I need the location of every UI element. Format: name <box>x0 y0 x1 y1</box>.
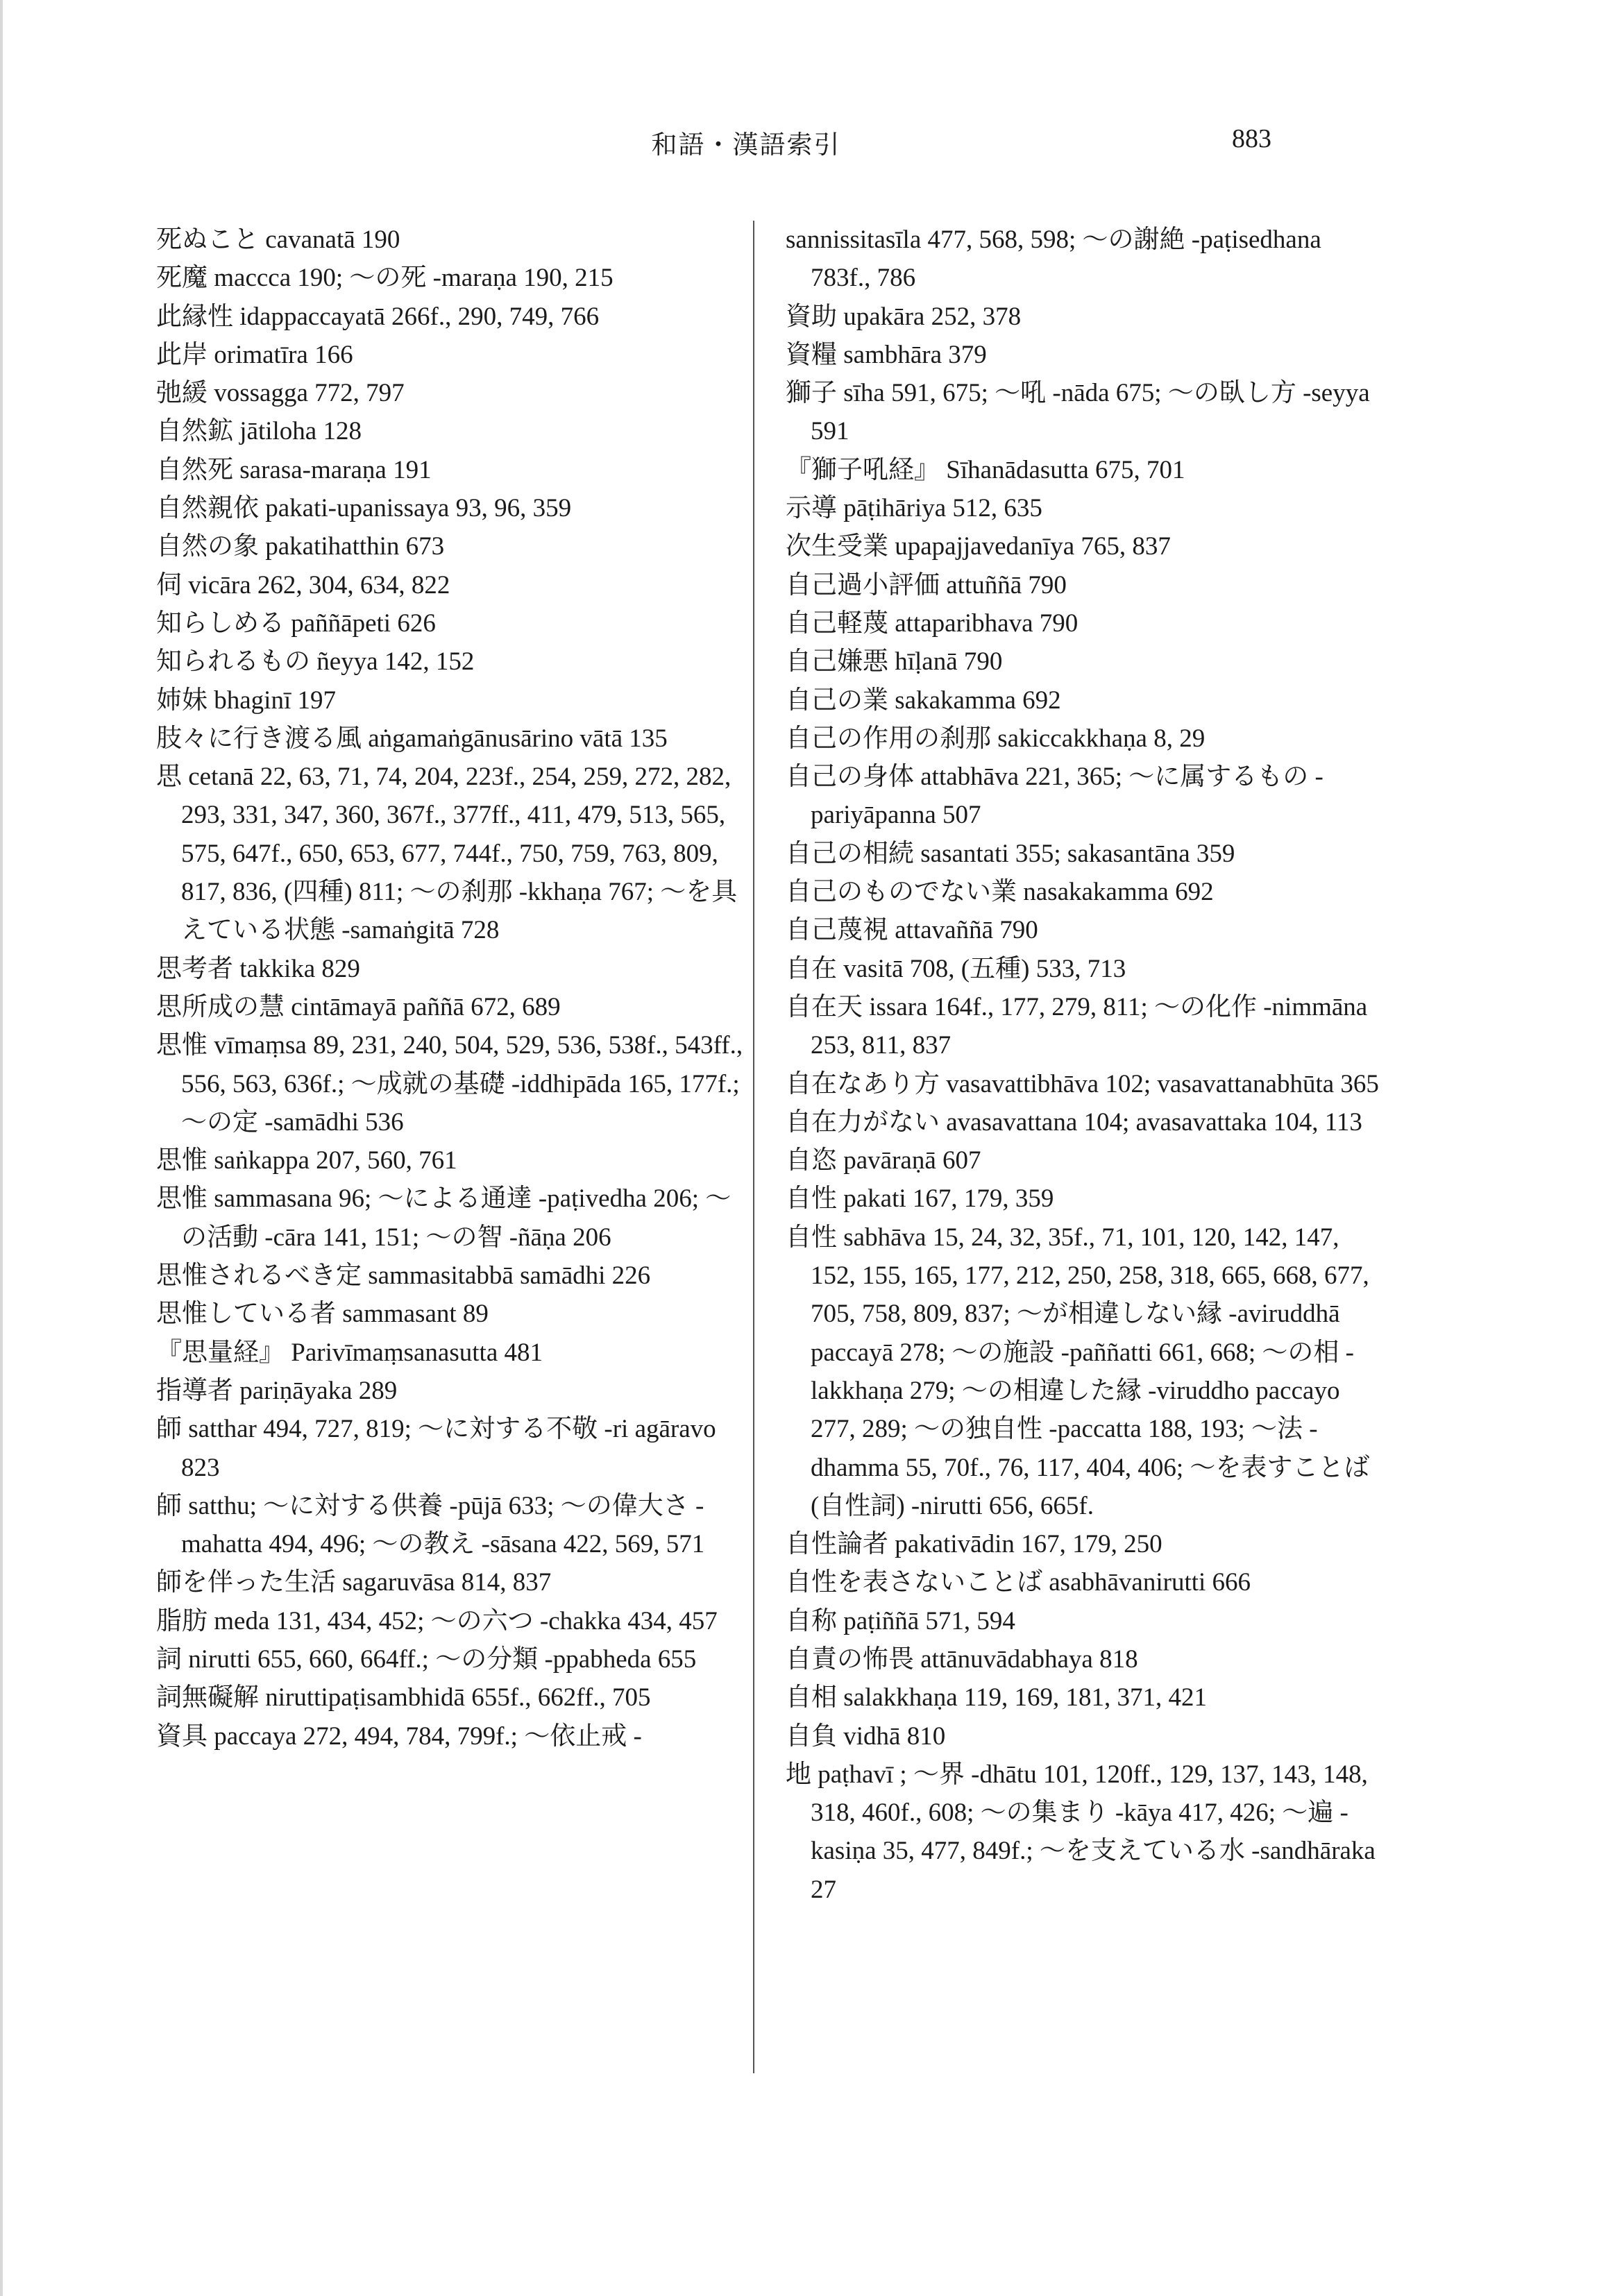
index-entry: 弛緩 vossagga 772, 797 <box>156 379 405 408</box>
index-entry: 思惟されるべき定 sammasitabbā samādhi 226 <box>156 1261 651 1291</box>
index-entry: 思 cetanā 22, 63, 71, 74, 204, 223f., 254, 259, 272, 282, 293, 331, 347, 360, 367f., 377ff., 411, 479, 513, 565, 575, 647f., 650, 653, 677, 744f., 750, 759, 763, 809, 817, 836, (四種) 811; ～の刹那 -kkhaṇa 767; ～を具えている状態 -samaṅgitā 728 <box>156 763 738 945</box>
index-entry: 自己の業 sakakamma 692 <box>786 686 1061 715</box>
index-entry: 資糧 sambhāra 379 <box>786 340 987 369</box>
index-entry: 死魔 maccca 190; ～の死 -maraṇa 190, 215 <box>156 264 614 293</box>
index-entry: 自恣 pavāraṇā 607 <box>786 1146 981 1175</box>
index-entry: 姉妹 bhaginī 197 <box>156 686 336 715</box>
index-entry: 自相 salakkhaṇa 119, 169, 181, 371, 421 <box>786 1683 1207 1712</box>
index-entry: 資具 paccaya 272, 494, 784, 799f.; ～依止戒 - <box>156 1721 642 1751</box>
index-entry: 自然の象 pakatihatthin 673 <box>156 532 445 561</box>
running-header <box>0 124 1624 165</box>
index-entry: 自性 sabhāva 15, 24, 32, 35f., 71, 101, 120, 142, 147, 152, 155, 165, 177, 212, 250, 258, 318, 665, 668, 677, 705, 758, 809, 837; ～が相違しない縁 -aviruddhā paccayā 278; ～の施設 -paññatti 661, 668; ～の相 -lakkhaṇa 279; ～の相違した縁 -viruddho paccayo 277, 289; ～の独自性 -paccatta 188, 193; ～法 -dhamma 55, 70f., 76, 117, 404, 406; ～を表すことば (自性詞) -nirutti 656, 665f. <box>786 1223 1370 1520</box>
index-entry: 思所成の慧 cintāmayā paññā 672, 689 <box>156 992 561 1021</box>
index-entry: 自己蔑視 attavaññā 790 <box>786 916 1038 945</box>
column-divider <box>753 221 754 2073</box>
index-entry: 思考者 takkika 829 <box>156 954 360 983</box>
index-entry: 思惟している者 sammasant 89 <box>156 1300 489 1329</box>
header-title: 和語・漢語索引 <box>651 131 841 160</box>
index-entry: 詞無礙解 niruttipaṭisambhidā 655f., 662ff., 705 <box>156 1683 651 1712</box>
index-entry: 自己の相続 sasantati 355; sakasantāna 359 <box>786 839 1235 868</box>
index-entry: 自己の身体 attabhāva 221, 365; ～に属するもの -pariyāpanna 507 <box>786 763 1323 830</box>
index-column-left <box>156 221 753 1755</box>
index-entry: 死ぬこと cavanatā 190 <box>156 226 400 254</box>
index-entry: 示導 pāṭihāriya 512, 635 <box>786 494 1042 523</box>
index-entry: 自己の作用の刹那 sakiccakkhaṇa 8, 29 <box>786 724 1206 753</box>
index-entry-continued: sannissitasīla 477, 568, 598; ～の謝絶 -paṭisedhana 783f., 786 <box>786 226 1321 293</box>
page-edge-shadow <box>0 0 3 2296</box>
index-entry: 自在天 issara 164f., 177, 279, 811; ～の化作 -nimmāna 253, 811, 837 <box>786 992 1368 1060</box>
index-entry: 脂肪 meda 131, 434, 452; ～の六つ -chakka 434, 457 <box>156 1606 718 1635</box>
index-entry: 知らしめる paññāpeti 626 <box>156 609 436 638</box>
index-entry: 『獅子吼経』 Sīhanādasutta 675, 701 <box>786 455 1185 484</box>
index-entry: 知られるもの ñeyya 142, 152 <box>156 647 475 677</box>
index-entry: 自負 vidhā 810 <box>786 1721 946 1751</box>
index-entry: 自在力がない avasavattana 104; avasavattaka 104, 113 <box>786 1107 1362 1137</box>
index-entry: 自性 pakati 167, 179, 359 <box>786 1184 1054 1214</box>
index-entry: 思惟 vīmaṃsa 89, 231, 240, 504, 529, 536, 538f., 543ff., 556, 563, 636f.; ～成就の基礎 -iddhipāda 165, 177f.; ～の定 -samādhi 536 <box>156 1031 743 1137</box>
index-entry: 伺 vicāra 262, 304, 634, 822 <box>156 570 450 599</box>
index-entry: 自己軽蔑 attaparibhava 790 <box>786 609 1079 638</box>
index-entry: 自称 paṭiññā 571, 594 <box>786 1606 1015 1635</box>
index-entry: 獅子 sīha 591, 675; ～吼 -nāda 675; ～の臥し方 -seyya 591 <box>786 379 1370 446</box>
index-entry: 地 paṭhavī ; ～界 -dhātu 101, 120ff., 129, 137, 143, 148, 318, 460f., 608; ～の集まり -kāya 417, 426; ～遍 -kasiṇa 35, 477, 849f.; ～を支えている水 -sandhāraka 27 <box>786 1760 1376 1904</box>
index-entry: 思惟 sammasana 96; ～による通達 -paṭivedha 206; ～の活動 -cāra 141, 151; ～の智 -ñāṇa 206 <box>156 1184 731 1252</box>
index-entry: 『思量経』 Parivīmaṃsanasutta 481 <box>156 1338 543 1367</box>
index-entry: 自責の怖畏 attānuvādabhaya 818 <box>786 1644 1138 1674</box>
index-entry: 思惟 saṅkappa 207, 560, 761 <box>156 1146 457 1175</box>
index-entry: 自然死 sarasa-maraṇa 191 <box>156 455 432 484</box>
index-entry: 師を伴った生活 sagaruvāsa 814, 837 <box>156 1568 552 1597</box>
index-entry: 自然鉱 jātiloha 128 <box>156 417 362 446</box>
page-number: 883 <box>1232 124 1271 153</box>
index-entry: 次生受業 upapajjavedanīya 765, 837 <box>786 532 1171 561</box>
index-column-right <box>786 221 1382 1909</box>
index-entry: 自性を表さないことば asabhāvanirutti 666 <box>786 1568 1251 1597</box>
index-entry: 肢々に行き渡る風 aṅgamaṅgānusārino vātā 135 <box>156 724 668 753</box>
index-entry: 詞 nirutti 655, 660, 664ff.; ～の分類 -ppabheda 655 <box>156 1644 697 1674</box>
index-entry: 自己過小評価 attuññā 790 <box>786 570 1067 599</box>
index-entry: 師 satthu; ～に対する供養 -pūjā 633; ～の偉大さ -mahatta 494, 496; ～の教え -sāsana 422, 569, 571 <box>156 1491 705 1559</box>
index-entry: 自己のものでない業 nasakakamma 692 <box>786 878 1214 907</box>
index-entry: 自己嫌悪 hīḷanā 790 <box>786 647 1003 677</box>
index-entry: 自在 vasitā 708, (五種) 533, 713 <box>786 954 1126 983</box>
index-entry: 資助 upakāra 252, 378 <box>786 302 1022 331</box>
index-entry: 自然親依 pakati-upanissaya 93, 96, 359 <box>156 494 572 523</box>
index-entry: 指導者 pariṇāyaka 289 <box>156 1376 398 1405</box>
index-entry: 此岸 orimatīra 166 <box>156 340 353 369</box>
index-entry: 自性論者 pakativādin 167, 179, 250 <box>786 1530 1162 1559</box>
index-entry: 師 satthar 494, 727, 819; ～に対する不敬 -ri agāravo 823 <box>156 1415 716 1482</box>
index-entry: 自在なあり方 vasavattibhāva 102; vasavattanabhūta 365 <box>786 1069 1379 1098</box>
index-entry: 此縁性 idappaccayatā 266f., 290, 749, 766 <box>156 302 600 331</box>
